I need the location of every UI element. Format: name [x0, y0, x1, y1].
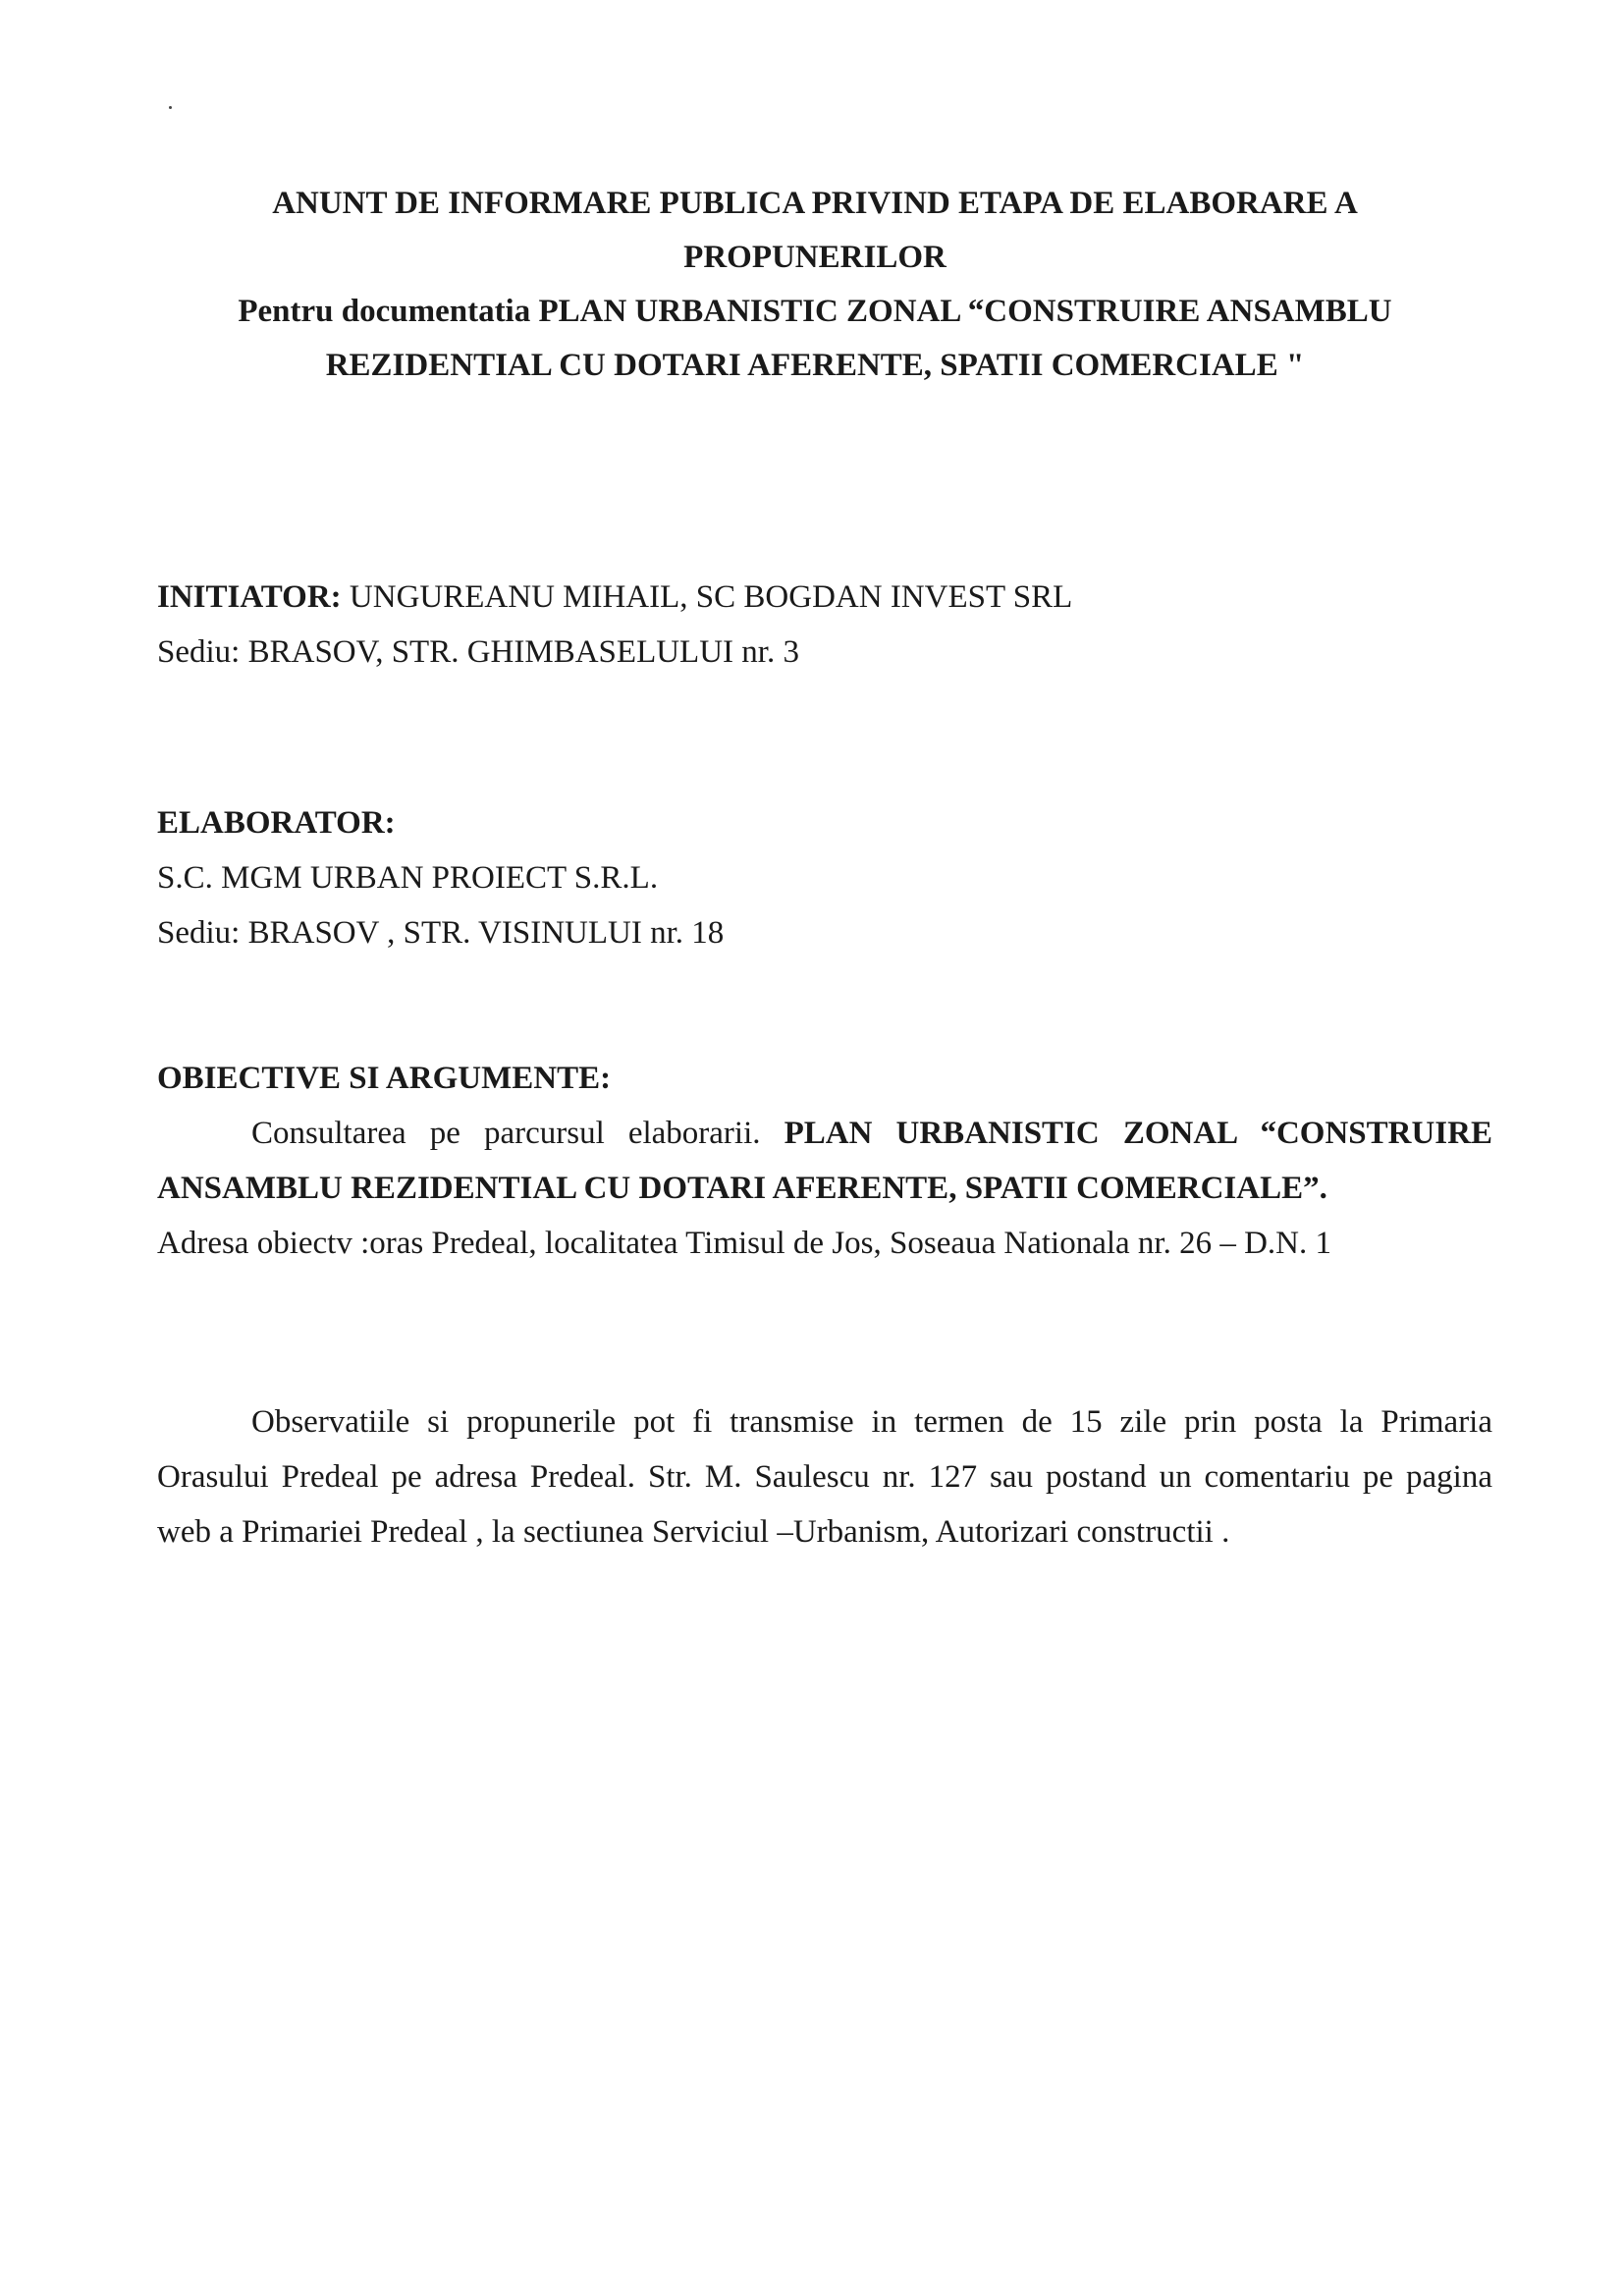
obiective-label: OBIECTIVE SI ARGUMENTE: [157, 1061, 612, 1096]
observatii-line-2: Orasului Predeal pe adresa Predeal. Str. M. Saulescu nr. 127 sau postand un comentariu pe pagina [157, 1459, 1492, 1495]
obiective-plan-title: PLAN URBANISTIC ZONAL “CONSTRUIRE [784, 1116, 1492, 1151]
title-line-4: REZIDENTIAL CU DOTARI AFERENTE, SPATII COMERCIALE " [325, 348, 1305, 383]
document-title [196, 177, 1434, 393]
elaborator-label: ELABORATOR: [157, 805, 396, 841]
elaborator-name: S.C. MGM URBAN PROIECT S.R.L. [157, 860, 659, 896]
initiator-line [157, 570, 1492, 625]
observatii-section [157, 1394, 1492, 1559]
initiator-label: INITIATOR: [157, 579, 342, 615]
scan-mark [169, 106, 172, 109]
elaborator-sediu: Sediu: BRASOV , STR. VISINULUI nr. 18 [157, 915, 725, 951]
title-line-2: PROPUNERILOR [683, 240, 947, 275]
initiator-name: UNGUREANU MIHAIL, SC BOGDAN INVEST SRL [341, 579, 1073, 615]
title-line-1: ANUNT DE INFORMARE PUBLICA PRIVIND ETAPA DE ELABORARE A [272, 186, 1358, 221]
obiective-section [157, 1051, 1492, 1271]
obiective-address: Adresa obiectv :oras Predeal, localitatea Timisul de Jos, Soseaua Nationala nr. 26 – D.N. 1 [157, 1226, 1332, 1261]
obiective-consultare: Consultarea pe parcursul elaborarii. [251, 1116, 784, 1151]
elaborator-section [157, 795, 1492, 960]
observatii-line-3: web a Primariei Predeal , la sectiunea Serviciul –Urbanism, Autorizari constructii . [157, 1514, 1230, 1550]
obiective-line-1 [157, 1106, 1492, 1161]
obiective-line-2: ANSAMBLU REZIDENTIAL CU DOTARI AFERENTE, SPATII COMERCIALE”. [157, 1171, 1327, 1206]
initiator-section [157, 570, 1492, 680]
title-line-3: Pentru documentatia PLAN URBANISTIC ZONAL “CONSTRUIRE ANSAMBLU [238, 294, 1392, 329]
observatii-line-1: Observatiile si propunerile pot fi transmise in termen de 15 zile prin posta la Primaria [251, 1404, 1492, 1440]
initiator-sediu: Sediu: BRASOV, STR. GHIMBASELULUI nr. 3 [157, 634, 799, 670]
